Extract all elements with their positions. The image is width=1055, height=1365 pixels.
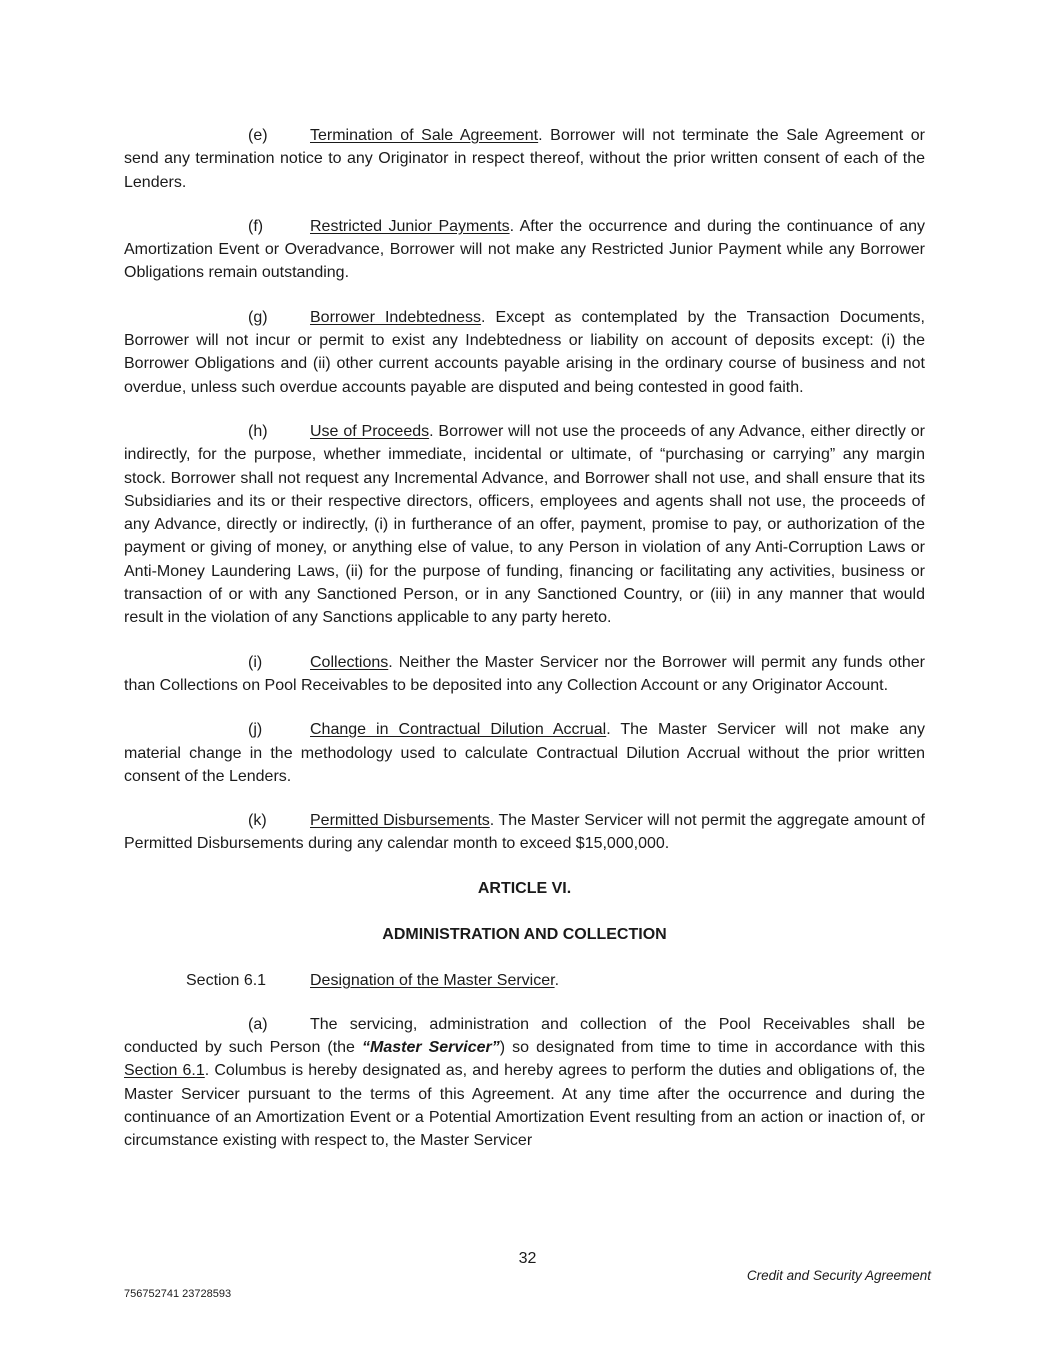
item-number: (i): [248, 653, 263, 671]
item-number: (k): [248, 812, 267, 830]
section-title-suffix: .: [554, 971, 560, 989]
item-number: (h): [248, 422, 268, 440]
item-number: (e): [248, 127, 268, 144]
item-heading: Restricted Junior Payments: [310, 217, 510, 235]
item-body: . Except as contemplated by the Transaction Documents, Borrower will not incur or permit to exist any Indebtedness or liability on account of deposits except: (i) the Borrower Obligations and (ii) other current accounts payable arising in the ordinary course of business and not overdue, unless such overdue accounts payable are disputed and being contested in good faith.: [124, 308, 925, 396]
document-body: [124, 124, 925, 1174]
article-number: ARTICLE VI.: [477, 879, 572, 897]
paragraph-a-text-3: . Columbus is hereby designated as, and hereby agrees to perform the duties and obligations of, the Master Servicer pursuant to the terms of this Agreement. At any time after the occurrence and during the continuance of an Amortization Event or a Potential Amortization Event resulting from an action or inaction of, or circumstance existing with respect to, the Master Servicer: [124, 1062, 925, 1150]
item-heading: Use of Proceeds: [310, 422, 430, 440]
item-number: (f): [248, 217, 264, 235]
section-cross-reference: Section 6.1: [124, 1062, 205, 1080]
paragraph-a-text-2: ) so designated from time to time in accordance with this: [499, 1039, 925, 1057]
paragraph-j: [124, 718, 925, 788]
footer-document-id: 756752741 23728593: [124, 1288, 232, 1300]
item-heading: Borrower Indebtedness: [310, 308, 482, 326]
section-heading: [124, 969, 925, 992]
paragraph-k: [124, 809, 925, 856]
item-number: (j): [248, 721, 263, 739]
paragraph-a: [124, 1013, 925, 1153]
item-heading: Permitted Disbursements: [310, 812, 490, 830]
paragraph-e: [124, 124, 925, 194]
item-body: . After the occurrence and during the continuance of any Amortization Event or Overadvance, Borrower will not make any Restricted Junior Payment while any Borrower Obligations remain outstanding.: [124, 217, 925, 282]
paragraph-f: [124, 215, 925, 285]
item-number: (a): [248, 1015, 268, 1033]
item-heading: Collections: [310, 653, 389, 671]
item-body: . Borrower will not terminate the Sale Agreement or send any termination notice to any Originator in respect thereof, without the prior written consent of each of the Lenders.: [124, 127, 925, 191]
item-body: . The Master Servicer will not permit the aggregate amount of Permitted Disbursements during any calendar month to exceed $15,000,000.: [124, 812, 926, 853]
page-number: 32: [518, 1250, 537, 1267]
paragraph-a-text-1: The servicing, administration and collection of the Pool Receivables shall be conducted by such Person (the: [124, 1015, 925, 1057]
item-body: . The Master Servicer will not make any material change in the methodology used to calculate Contractual Dilution Accrual without the prior written consent of the Lenders.: [124, 721, 925, 785]
item-body: . Borrower will not use the proceeds of any Advance, either directly or indirectly, for the purpose, whether immediate, incidental or ultimate, of “purchasing or carrying” any margin stock. Borrower shall not request any Incremental Advance, and Borrower shall not use, and shall ensure that its Subsidiaries and its or their respective directors, officers, employees and agents shall not use, the proceeds of any Advance, directly or indirectly, (i) in furtherance of an offer, payment, promise to pay, or authorization of the payment or giving of money, or anything else of value, to any Person in violation of any Anti-Corruption Laws or Anti-Money Laundering Laws, (ii) for the purpose of funding, financing or facilitating any activities, business or transaction of or with any Sanctioned Person, or in any Sanctioned Country, or (iii) in any manner that would result in the violation of any Sanctions applicable to any party hereto.: [124, 422, 925, 627]
paragraph-g: [124, 306, 925, 399]
section-title: Designation of the Master Servicer: [310, 971, 555, 989]
paragraph-i: [124, 651, 925, 698]
article-title: ADMINISTRATION AND COLLECTION: [382, 925, 667, 943]
item-number: (g): [248, 308, 268, 326]
footer-document-title: Credit and Security Agreement: [746, 1268, 931, 1283]
item-heading: Change in Contractual Dilution Accrual: [310, 721, 607, 739]
section-number: Section 6.1: [186, 971, 267, 989]
item-body: . Neither the Master Servicer nor the Borrower will permit any funds other than Collections on Pool Receivables to be deposited into any Collection Account or any Originator Account.: [124, 653, 925, 694]
paragraph-h: [124, 420, 925, 630]
defined-term: “Master Servicer”: [362, 1039, 500, 1057]
item-heading: Termination of Sale Agreement: [310, 127, 539, 144]
